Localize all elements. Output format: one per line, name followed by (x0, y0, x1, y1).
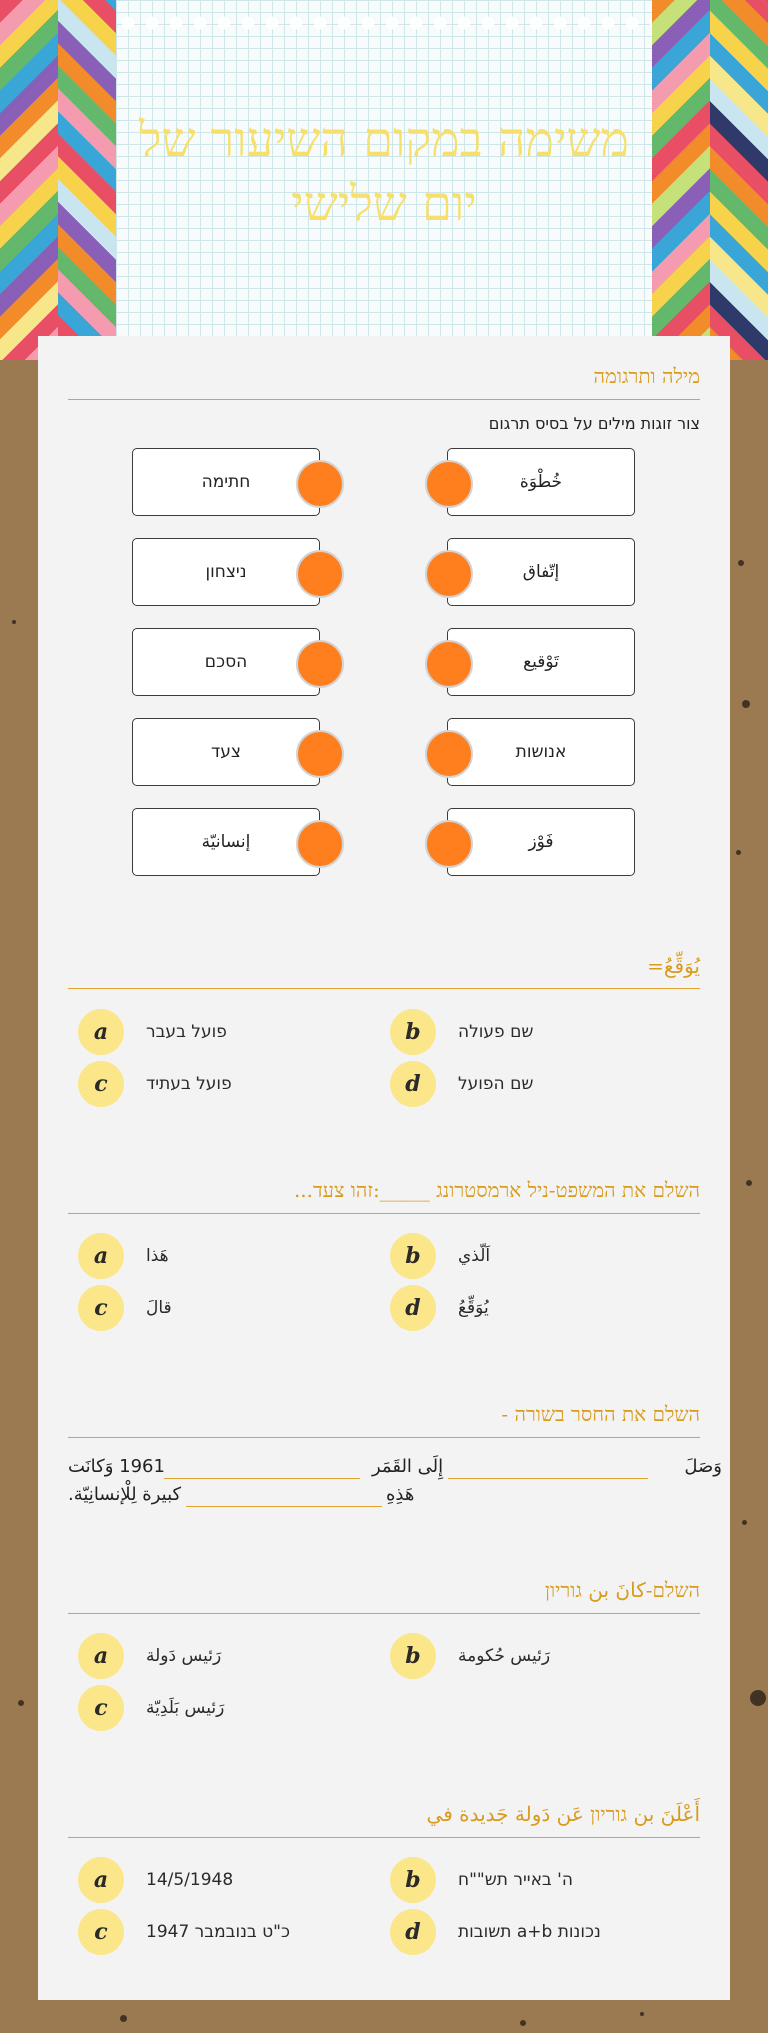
option-a[interactable] (78, 1856, 233, 1904)
option-text: رَئيس بَلَدِيّة (146, 1698, 225, 1718)
match-right-label: خُطْوَة (519, 472, 563, 492)
option-d[interactable] (390, 1060, 533, 1108)
section-title-q3: השלם-كانَ بن גוריון (68, 1578, 700, 1614)
header-banner (0, 0, 768, 360)
fill-blank-input[interactable] (186, 1486, 382, 1507)
option-a[interactable] (78, 1008, 227, 1056)
option-a[interactable] (78, 1632, 221, 1680)
option-text: נכונות a+b תשובות (458, 1922, 601, 1942)
match-left-label: ניצחון (205, 562, 247, 582)
option-text: 14/5/1948 (146, 1870, 234, 1890)
fill-word: وَصَلَ (684, 1456, 722, 1477)
notebook-holes (116, 14, 652, 32)
match-instruction: צור זוגות מילים על בסיס תרגום (488, 414, 700, 433)
option-text: يُوَقِّعُ (458, 1298, 489, 1318)
option-letter-badge: a (78, 1857, 124, 1903)
match-connector-dot[interactable] (296, 820, 344, 868)
option-text: قالَ (146, 1298, 172, 1318)
option-letter-badge: b (390, 1857, 436, 1903)
match-connector-dot[interactable] (425, 550, 473, 598)
match-left-item[interactable] (132, 718, 320, 786)
fill-word: كبيرة لِلْإنسانِيّة. (68, 1484, 182, 1505)
match-right-item[interactable] (447, 448, 635, 516)
option-text: رَئيس دَولة (146, 1646, 222, 1666)
option-text: כ"ט בנובמבר 1947 (146, 1922, 290, 1942)
section-title-q4: أَعْلَنَ بن גוריון عَن دَولة جَديدة في (68, 1802, 700, 1838)
page-title-line1: משימה במקום השיעור של (138, 112, 629, 168)
match-right-label: فَوْز (528, 832, 554, 852)
option-c[interactable] (78, 1284, 172, 1332)
option-text: رَئيس حُكومة (458, 1646, 551, 1666)
match-right-label: إتّفاق (522, 562, 560, 582)
option-b[interactable] (390, 1232, 490, 1280)
section-title-q2: השלם את המשפט-ניל ארמסטרונג _____:זהו צעד... (68, 1178, 700, 1214)
match-right-label: אנושות (515, 742, 567, 762)
match-left-label: הסכם (204, 652, 248, 672)
fill-blank-input[interactable] (164, 1458, 360, 1479)
option-letter-badge: a (78, 1009, 124, 1055)
match-right-item[interactable] (447, 808, 635, 876)
match-left-label: צעד (211, 742, 242, 762)
option-text: اَلّذي (458, 1246, 491, 1266)
option-d[interactable] (390, 1908, 601, 1956)
page-title-line2: יום שלישי (291, 176, 477, 232)
option-b[interactable] (390, 1008, 533, 1056)
option-text: שם הפועל (458, 1074, 534, 1094)
match-left-item[interactable] (132, 808, 320, 876)
option-text: שם פעולה (458, 1022, 534, 1042)
option-letter-badge: d (390, 1061, 436, 1107)
section-title-match: מילה ותרגומה (68, 364, 700, 400)
match-connector-dot[interactable] (296, 640, 344, 688)
option-a[interactable] (78, 1232, 169, 1280)
option-c[interactable] (78, 1060, 232, 1108)
match-connector-dot[interactable] (425, 730, 473, 778)
option-letter-badge: a (78, 1633, 124, 1679)
option-text: ה' באייר תש""ח (458, 1870, 573, 1890)
match-left-item[interactable] (132, 448, 320, 516)
match-right-item[interactable] (447, 628, 635, 696)
option-letter-badge: d (390, 1285, 436, 1331)
match-left-item[interactable] (132, 538, 320, 606)
option-letter-badge: b (390, 1633, 436, 1679)
match-left-label: إنسانيّة (201, 832, 251, 852)
option-letter-badge: c (78, 1909, 124, 1955)
match-right-label: تَوْقيع (523, 652, 559, 672)
match-connector-dot[interactable] (296, 550, 344, 598)
option-letter-badge: c (78, 1285, 124, 1331)
section-title-q1: يُوَقِّعُ= (68, 954, 700, 989)
option-letter-badge: a (78, 1233, 124, 1279)
worksheet-card (38, 336, 730, 2000)
page-title (60, 108, 708, 236)
match-left-label: חתימה (201, 472, 251, 492)
option-b[interactable] (390, 1856, 573, 1904)
match-connector-dot[interactable] (296, 460, 344, 508)
option-letter-badge: b (390, 1233, 436, 1279)
match-left-item[interactable] (132, 628, 320, 696)
option-letter-badge: c (78, 1685, 124, 1731)
option-letter-badge: c (78, 1061, 124, 1107)
option-c[interactable] (78, 1908, 290, 1956)
option-text: פועל בעתיד (146, 1074, 232, 1094)
match-connector-dot[interactable] (425, 640, 473, 688)
option-letter-badge: d (390, 1909, 436, 1955)
option-b[interactable] (390, 1632, 550, 1680)
fill-word: 1961 وَكانَت (68, 1456, 165, 1477)
match-connector-dot[interactable] (425, 460, 473, 508)
fill-word: إِلَى القَمَر (372, 1456, 444, 1477)
fill-word: هَذِهِ (386, 1484, 415, 1505)
match-connector-dot[interactable] (296, 730, 344, 778)
option-c[interactable] (78, 1684, 224, 1732)
option-text: هَذا (146, 1246, 169, 1266)
option-text: פועל בעבר (146, 1022, 227, 1042)
match-connector-dot[interactable] (425, 820, 473, 868)
match-right-item[interactable] (447, 538, 635, 606)
fill-blank-input[interactable] (448, 1458, 648, 1479)
option-letter-badge: b (390, 1009, 436, 1055)
section-title-fill: השלם את החסר בשורה - (68, 1402, 700, 1438)
match-right-item[interactable] (447, 718, 635, 786)
option-d[interactable] (390, 1284, 489, 1332)
